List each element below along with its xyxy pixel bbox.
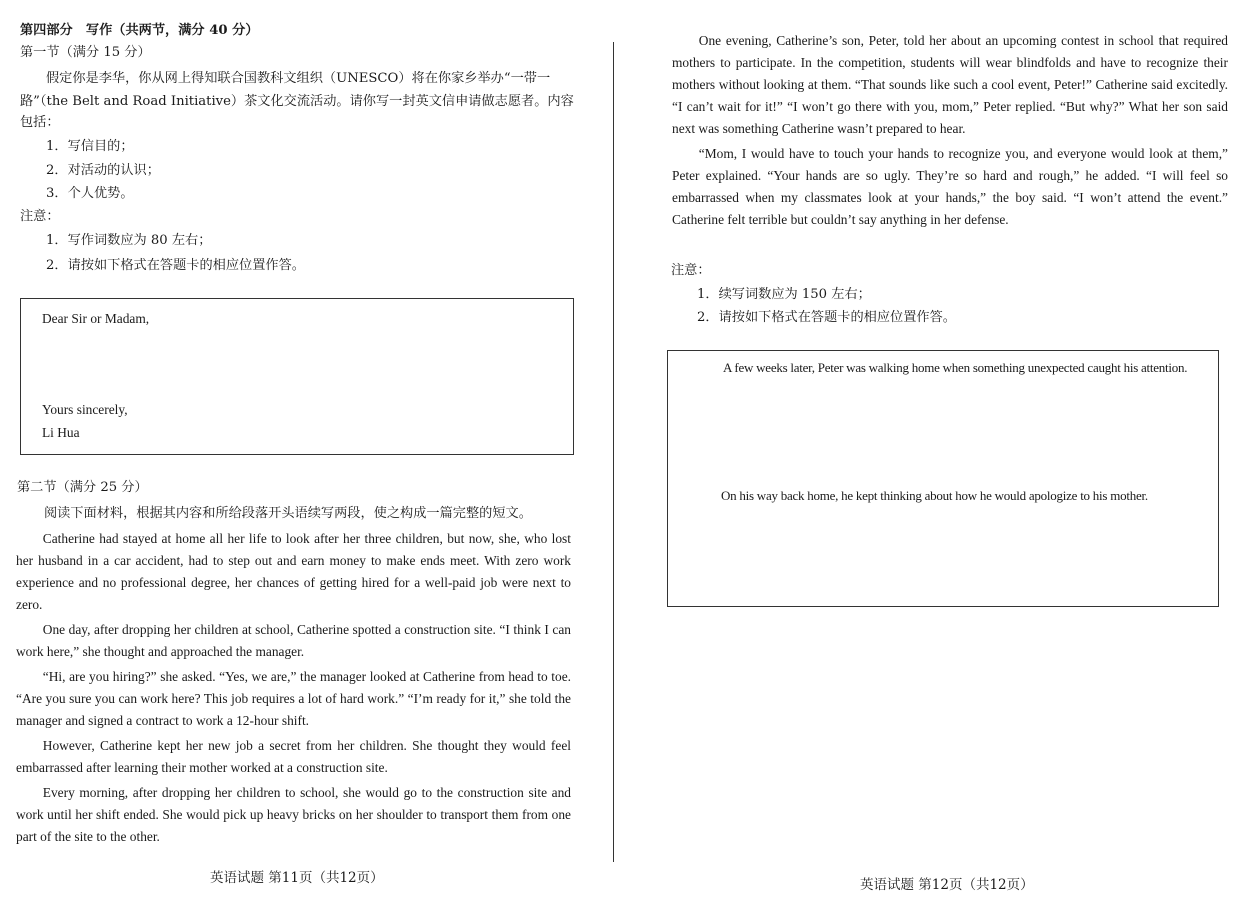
story-paragraph: “Mom, I would have to touch your hands to recognize you, and everyone would look at them,” Peter explained. “Your hands are so ugly. They’re so hard and rough,” he added. “I will feel so embarrassed when my classmates look at your hands,” the boy said. “I won’t attend the event.” Catherine felt terrible but couldn’t say anything in her defense.: [672, 146, 1228, 227]
paragraph-opener-2: On his way back home, he kept thinking about how he would apologize to his mother.: [721, 488, 1148, 503]
story-paragraph: One evening, Catherine’s son, Peter, told her about an upcoming contest in school that required mothers to participate. In the competition, students will wear blindfolds and have to recognize their mothers without looking at them. “That sounds like such a cool event, Peter!” Catherine said excitedly. “I can’t wait for it!” “I won’t go there with you, mom,” Peter replied. “But why?” What her son said next was something Catherine wasn’t prepared to hear.: [672, 33, 1228, 136]
note-right-1: 1．续写词数应为 150 左右；: [697, 287, 871, 302]
letter-closing: Yours sincerely,: [42, 402, 128, 417]
note-2: 2．请按如下格式在答题卡的相应位置作答。: [46, 258, 305, 273]
story-paragraph: Every morning, after dropping her children to school, she would go to the construction site and work until her shift ended. She would pick up heavy bricks on her shoulder to transport them from one part of the site to the other.: [16, 785, 571, 844]
story-paragraph: One day, after dropping her children at school, Catherine spotted a construction site. “I think I can work here,” she thought and approached the manager.: [16, 622, 571, 659]
point-2: 2．对活动的认识；: [46, 163, 160, 178]
section1-title: 第一节（满分 15 分）: [20, 45, 151, 60]
prompt-line-2: 路”（the Belt and Road Initiative）茶文化交流活动。请你写一封英文信申请做志愿者。内容: [20, 94, 574, 109]
section2-title: 第二节（满分 25 分）: [17, 480, 148, 495]
page-divider: [613, 42, 614, 862]
note-1: 1．写作词数应为 80 左右；: [46, 233, 212, 248]
letter-signature: Li Hua: [42, 425, 80, 440]
letter-box: [20, 298, 574, 455]
section2-instruction: 阅读下面材料，根据其内容和所给段落开头语续写两段，使之构成一篇完整的短文。: [44, 506, 532, 521]
paragraph-opener-1: A few weeks later, Peter was walking home when something unexpected caught his attention.: [723, 360, 1188, 375]
notes-label-right: 注意：: [671, 263, 711, 278]
story-paragraph: “Hi, are you hiring?” she asked. “Yes, we are,” the manager looked at Catherine from head to toe. “Are you sure you can work here? This job requires a lot of hard work.” “I’m ready for it,” she told the manager and signed a contract to work a 12-hour shift.: [16, 669, 571, 728]
letter-greeting: Dear Sir or Madam,: [42, 311, 150, 326]
point-3: 3．个人优势。: [46, 186, 134, 201]
prompt-line-1: 假定你是李华，你从网上得知联合国教科文组织（UNESCO）将在你家乡举办“一带一: [46, 71, 551, 86]
note-right-2: 2．请按如下格式在答题卡的相应位置作答。: [697, 310, 956, 325]
point-1: 1．写信目的；: [46, 139, 134, 154]
prompt-line-3: 包括：: [20, 115, 60, 130]
part-title: 第四部分 写作（共两节，满分 40 分）: [20, 23, 259, 38]
page-footer-left: 英语试题 第11页（共12页）: [210, 870, 384, 886]
story-paragraph: However, Catherine kept her new job a secret from her children. She thought they would feel embarrassed after learning their mother worked at a construction site.: [16, 738, 571, 775]
notes-label: 注意：: [20, 209, 60, 224]
story-paragraph: Catherine had stayed at home all her life to look after her three children, but now, she, who lost her husband in a car accident, had to step out and earn money to make ends meet. With zero work experience and no professional degree, her chances of getting hired for a well-paid job were next to zero.: [16, 531, 571, 612]
page-footer-right: 英语试题 第12页（共12页）: [860, 877, 1034, 893]
story-continued: [672, 30, 1228, 231]
story-text: [16, 528, 571, 848]
continuation-box: [667, 350, 1219, 607]
